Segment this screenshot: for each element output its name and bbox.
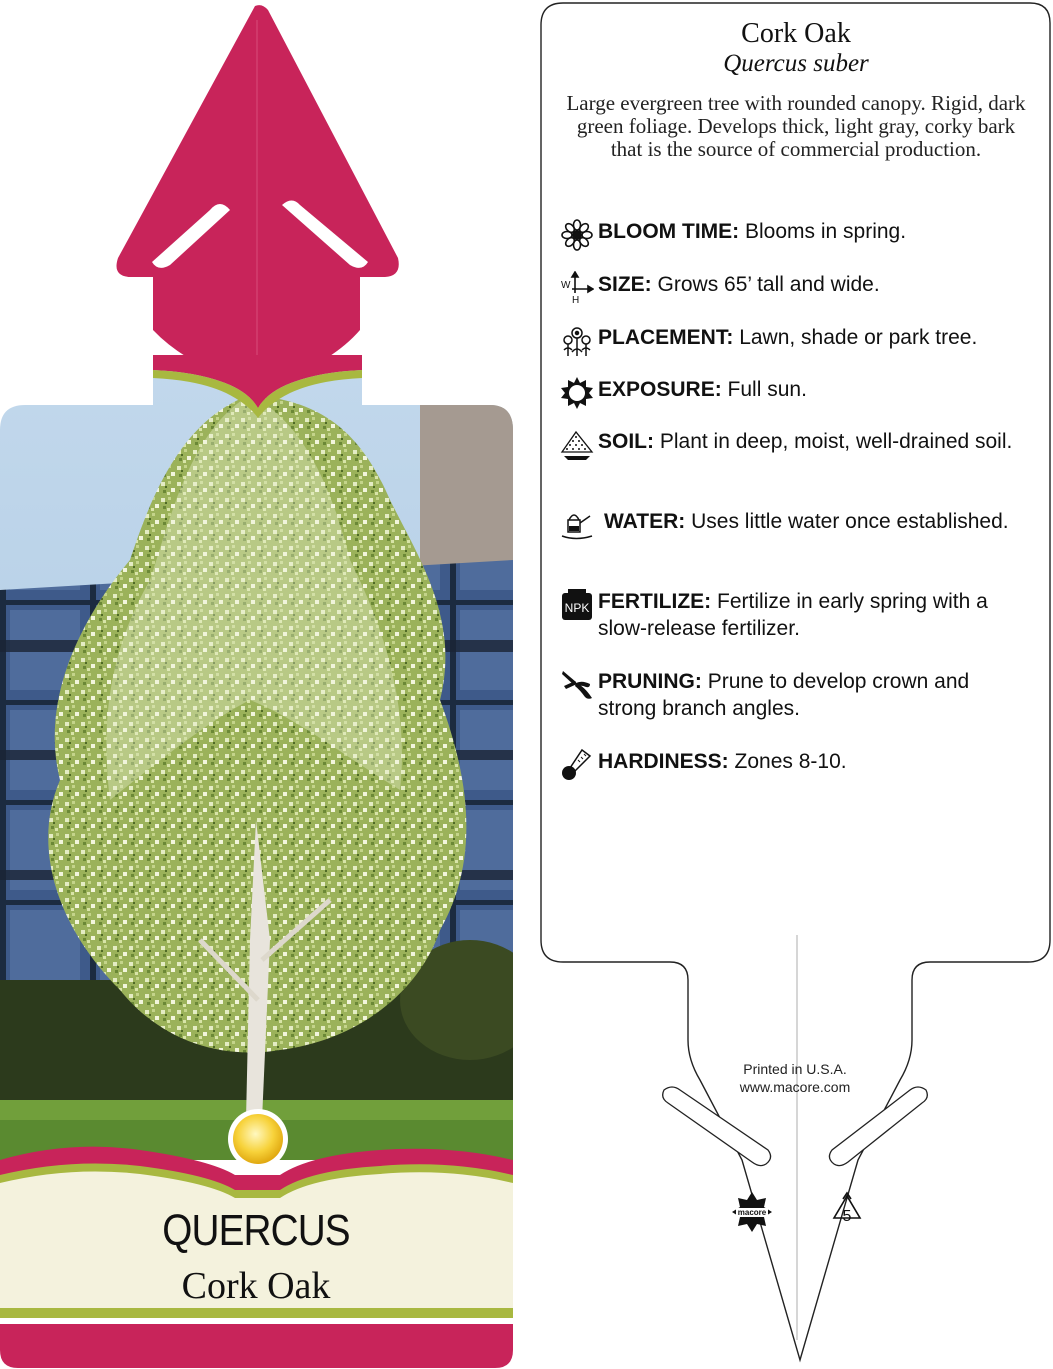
macore-logo-icon — [732, 1192, 772, 1232]
plant-description: Large evergreen tree with rounded canopy. Rigid, dark green foliage. Develops thick, light gray, corky bark that is the source of commercial production. — [566, 91, 1026, 161]
macore-logo-text: macore — [737, 1208, 767, 1217]
printed-in-text: Printed in U.S.A. — [743, 1061, 847, 1077]
pruners-icon — [560, 668, 594, 702]
genus-name: QUERCUS — [162, 1206, 350, 1255]
front-arrow-tip — [117, 5, 399, 390]
scientific-name: Quercus suber — [723, 50, 869, 77]
fertilizer-icon — [560, 588, 594, 622]
thermometer-icon — [560, 748, 594, 782]
website-text: www.macore.com — [739, 1079, 851, 1095]
flower-icon — [560, 218, 594, 252]
recycle-number: 5 — [842, 1208, 852, 1225]
back-title: Cork Oak — [741, 18, 851, 49]
svg-text:NPK: NPK — [564, 601, 590, 615]
size-arrows-icon — [560, 271, 594, 305]
printed-info — [660, 1060, 930, 1096]
plants-icon — [560, 324, 594, 358]
common-name: Cork Oak — [181, 1265, 331, 1307]
soil-icon — [560, 428, 594, 462]
watering-can-icon — [560, 508, 594, 542]
svg-text:W: W — [561, 280, 571, 291]
tree-photo — [0, 355, 540, 1175]
svg-text:H: H — [572, 295, 580, 305]
sun-icon — [560, 376, 594, 410]
